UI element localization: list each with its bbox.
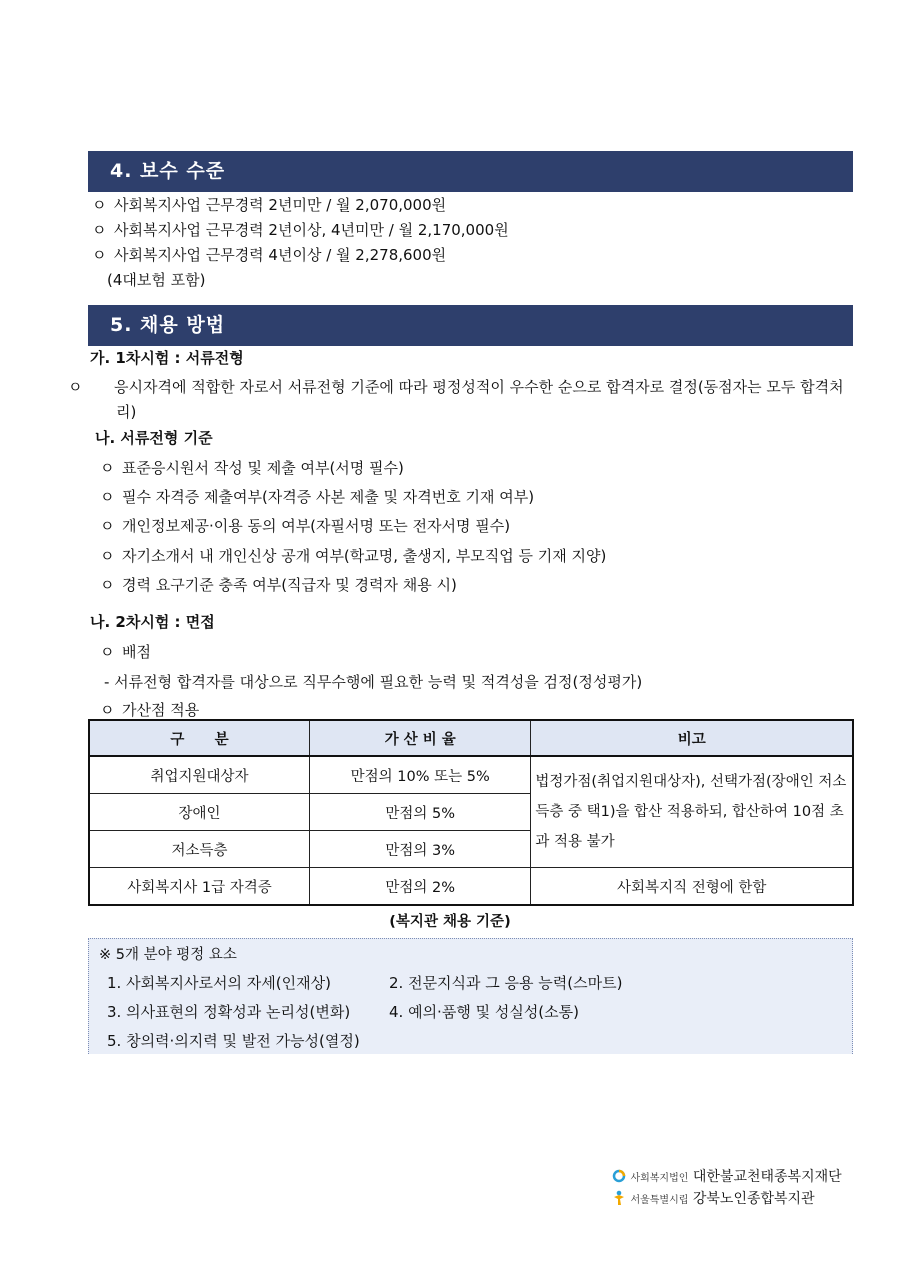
table-row [89,756,853,794]
table-cell-rate: 만점의 10% 또는 5% [309,756,530,794]
salary-item-3: ㅇ 사회복지사업 근무경력 4년이상 / 월 2,278,600원 [92,246,447,264]
table-cell-rate: 만점의 3% [309,831,530,868]
table-header-row [89,720,853,756]
criteria-title: 나. 서류전형 기준 [95,429,213,447]
foundation-name: 대한불교천태종복지재단 [692,1169,842,1185]
table-cell-category: 취업지원대상자 [89,756,309,794]
foundation-logo [612,1166,842,1186]
salary-item-1: ㅇ 사회복지사업 근무경력 2년미만 / 월 2,070,000원 [92,196,447,214]
table-cell-rate: 만점의 2% [309,868,530,906]
score-description: - 서류전형 합격자를 대상으로 직무수행에 필요한 능력 및 적격성을 검정(정성평가) [104,673,643,691]
bullet-circle-icon: ㅇ [100,488,115,506]
step2-title: 나. 2차시험 : 면접 [90,613,215,631]
evaluation-item: 4. 예의·품행 및 성실성(소통) [389,1003,579,1021]
foundation-label-small: 사회복지법인 [630,1173,689,1184]
step1-title: 가. 1차시험 : 서류전형 [90,349,244,367]
bullet-circle-icon: ㅇ [68,378,83,396]
table-header-note: 비고 [531,720,853,756]
table-header-rate: 가 산 비 율 [309,720,530,756]
criteria-item: ㅇ 표준응시원서 작성 및 제출 여부(서명 필수) [100,459,404,477]
bonus-points-table [88,719,854,906]
evaluation-item: 2. 전문지식과 그 응용 능력(스마트) [389,974,623,992]
bullet-circle-icon: ㅇ [100,517,115,535]
criteria-item: ㅇ 필수 자격증 제출여부(자격증 사본 제출 및 자격번호 기재 여부) [100,488,535,506]
section-5-title: 5. 채용 방법 [110,314,226,336]
table-cell-category: 저소득층 [89,831,309,868]
table-caption: (복지관 채용 기준) [389,914,511,930]
bullet-circle-icon: ㅇ [100,459,115,477]
table-cell-note-merged: 법정가점(취업지원대상자), 선택가점(장애인 저소득층 중 택1)을 합산 적용하되, 합산하여 10점 초과 적용 불가 [531,756,853,868]
salary-item-2: ㅇ 사회복지사업 근무경력 2년이상, 4년미만 / 월 2,170,000원 [92,221,509,239]
welfare-center-name: 강북노인종합복지관 [692,1191,815,1207]
bullet-circle-icon: ㅇ [92,246,107,264]
table-cell-rate: 만점의 5% [309,794,530,831]
evaluation-item: 5. 창의력·의지력 및 발전 가능성(열정) [107,1032,360,1050]
table-row [89,868,853,906]
evaluation-item: 1. 사회복지사로서의 자세(인재상) [107,974,331,992]
bullet-circle-icon: ㅇ [92,221,107,239]
welfare-center-label-small: 서울특별시립 [630,1195,689,1206]
welfare-center-figure-icon [612,1190,626,1206]
bonus-label: ㅇ 가산점 적용 [100,701,200,719]
salary-note: (4대보험 포함) [107,271,206,289]
bullet-circle-icon: ㅇ [92,196,107,214]
foundation-ring-icon [612,1169,626,1183]
bullet-circle-icon: ㅇ [100,701,115,719]
table-header-category: 구 분 [89,720,309,756]
table-cell-category: 사회복지사 1급 자격증 [89,868,309,906]
bullet-circle-icon: ㅇ [100,547,115,565]
section-4-header [88,151,853,192]
evaluation-box-title: ※ 5개 분야 평정 요소 [99,947,237,963]
bullet-circle-icon: ㅇ [100,643,115,661]
evaluation-box [88,938,853,1054]
welfare-center-logo [612,1188,815,1208]
bullet-circle-icon: ㅇ [100,576,115,594]
criteria-item: ㅇ 자기소개서 내 개인신상 공개 여부(학교명, 출생지, 부모직업 등 기재 지양) [100,547,607,565]
step1-item: ㅇ 응시자격에 적합한 자로서 서류전형 기준에 따라 평정성적이 우수한 순으로 합격자로 결정(동점자는 모두 합격처리) [92,375,852,425]
table-cell-note: 사회복지직 전형에 한함 [531,868,853,906]
score-label: ㅇ 배점 [100,643,151,661]
criteria-item: ㅇ 경력 요구기준 충족 여부(직급자 및 경력자 채용 시) [100,576,457,594]
table-cell-category: 장애인 [89,794,309,831]
section-4-title: 4. 보수 수준 [110,160,226,182]
section-5-header [88,305,853,346]
evaluation-item: 3. 의사표현의 정확성과 논리성(변화) [107,1003,351,1021]
criteria-item: ㅇ 개인정보제공·이용 동의 여부(자필서명 또는 전자서명 필수) [100,517,511,535]
